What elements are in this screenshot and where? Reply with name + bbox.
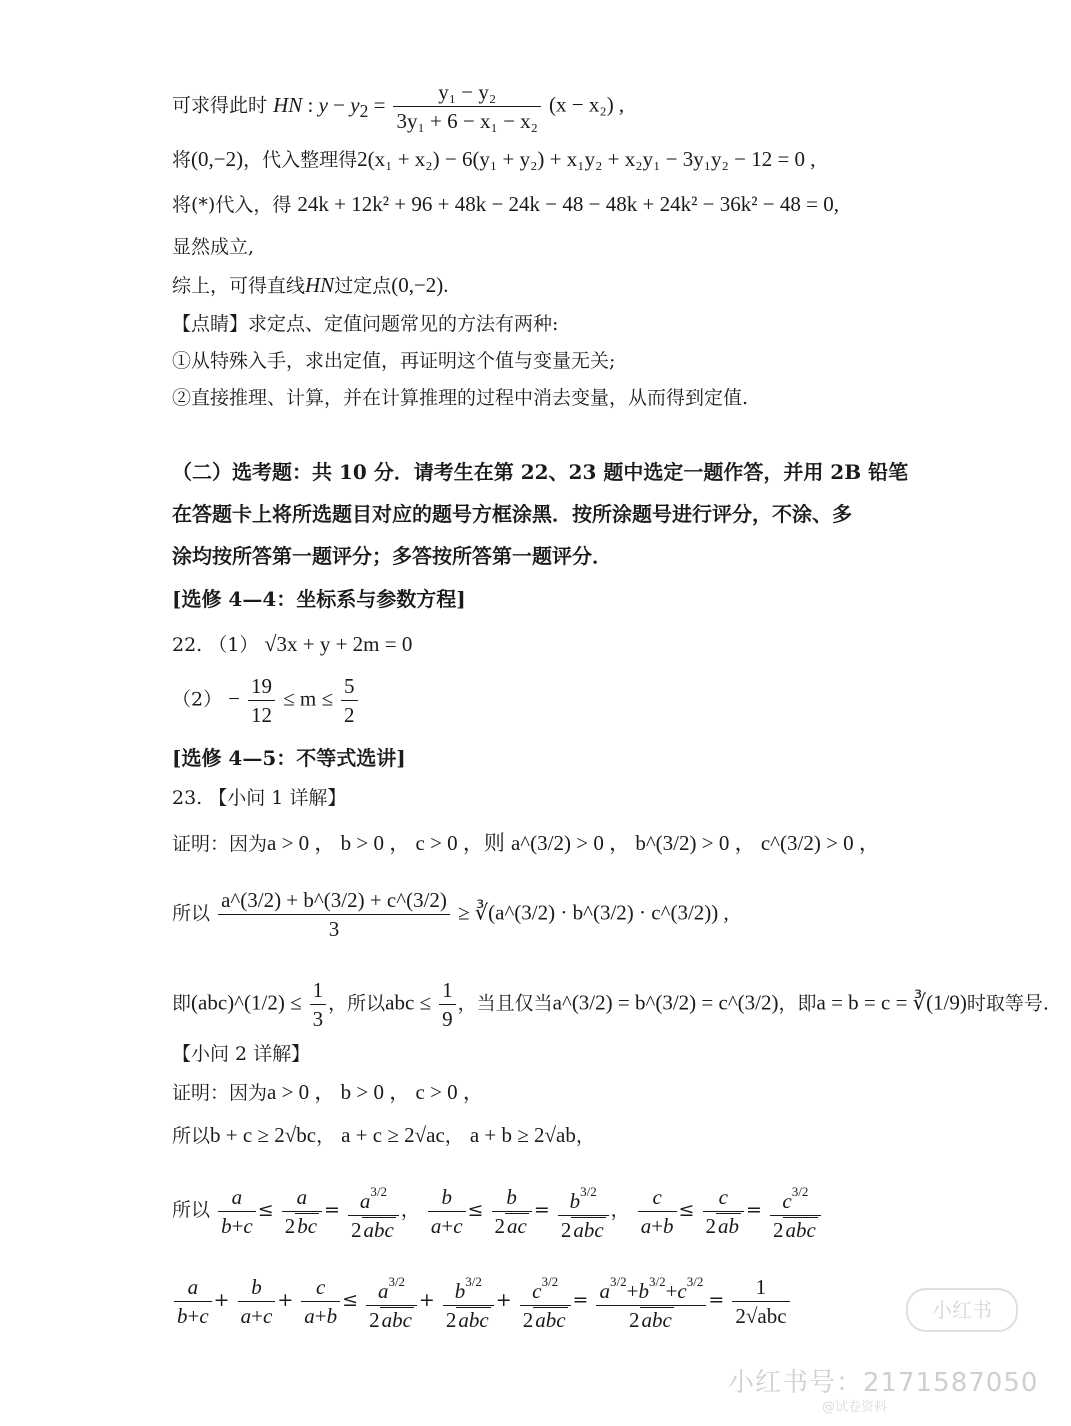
amgm-fraction bbox=[218, 886, 450, 943]
q22-2-label: （2） bbox=[172, 688, 223, 711]
m-range: ≤ m ≤ bbox=[283, 686, 333, 711]
point-text: (0,−2) bbox=[191, 147, 244, 171]
text-span: ，当且仅当 bbox=[457, 992, 553, 1015]
fraction-1-9 bbox=[439, 976, 456, 1033]
ineq-ac: a + c ≥ 2√ac bbox=[341, 1123, 445, 1147]
frac-c-2sqrtab: $\frac{c}{2ab}$ bbox=[703, 1183, 745, 1240]
equality-value: a = b = c = ∛(1/9) bbox=[816, 990, 967, 1015]
equality-condition: a^(3/2) = b^(3/2) = c^(3/2) bbox=[552, 990, 779, 1015]
numerator: 5 bbox=[341, 672, 358, 701]
q22-label: 22. （1） bbox=[172, 634, 259, 656]
hn-line-equation bbox=[172, 78, 624, 135]
fraction-19-12 bbox=[248, 672, 275, 729]
hn-numerator: y₁ − y₂ bbox=[393, 78, 541, 107]
text-span: ，即 bbox=[778, 992, 817, 1015]
hn-tail: (x − x₂) , bbox=[549, 92, 625, 117]
q22-part1 bbox=[172, 631, 412, 658]
elective-44-header: [选修 4—4：坐标系与参数方程] bbox=[172, 587, 466, 611]
proof1-conditions bbox=[172, 830, 880, 857]
substitute-point-line bbox=[172, 146, 816, 173]
watermark-id: 小红书号：2171587050 bbox=[728, 1368, 1039, 1398]
conclusion-line bbox=[172, 272, 449, 299]
abc-half-power: (abc)^(1/2) ≤ bbox=[191, 990, 302, 1015]
ineq-bc: b + c ≥ 2√bc bbox=[210, 1123, 317, 1147]
frac-final bbox=[732, 1273, 789, 1330]
fixed-point: (0,−2). bbox=[391, 273, 449, 297]
elective-45-header: [选修 4—5：不等式选讲] bbox=[172, 746, 406, 770]
amgm-rhs: ≥ ∛(a^(3/2) · b^(3/2) · c^(3/2)) , bbox=[457, 900, 729, 925]
tip-method-1: ①从特殊入手，求出定值，再证明这个值与变量无关; bbox=[172, 350, 616, 372]
frac-a-bc: $\frac{a}{b+c}$ bbox=[218, 1183, 256, 1240]
q23-part1-label: 23. 【小问 1 详解】 bbox=[172, 787, 347, 809]
denominator: 2√abc bbox=[735, 1303, 787, 1328]
frac-c32: $\frac{c^{3/2}}{\text{2abc}}$ bbox=[520, 1268, 571, 1334]
section-header-line-2: 在答题卡上将所选题目对应的题号方框涂黑．按所涂题号进行评分，不涂、多 bbox=[172, 502, 852, 526]
numerator: a^(3/2) + b^(3/2) + c^(3/2) bbox=[218, 886, 450, 915]
section-header-line-3: 涂均按所答第一题评分；多答按所答第一题评分． bbox=[172, 544, 612, 568]
expanded-equation: 2(x₁ + x₂) − 6(y₁ + y₂) + x₁y₂ + x₂y₁ − 3y₁y₂ − 12 = 0 , bbox=[357, 147, 816, 171]
minus-sign: − bbox=[228, 686, 240, 711]
frac-a32-2sqrtabc: $\frac{a^{3/2}}{\text{2abc}}$ bbox=[348, 1178, 399, 1244]
numerator: 1 bbox=[310, 976, 327, 1005]
text-span: 综上，可得直线 bbox=[172, 275, 306, 297]
text-span: 所以 bbox=[172, 1125, 211, 1147]
denominator: 9 bbox=[442, 1007, 453, 1031]
text-span: 将(*)代入，得 bbox=[172, 194, 292, 216]
obviously-true-line: 显然成立, bbox=[172, 236, 255, 258]
ineq-ab: a + b ≥ 2√ab bbox=[469, 1123, 576, 1147]
tip-text: 求定点、定值问题常见的方法有两种: bbox=[248, 313, 559, 335]
text-span: 所以 bbox=[172, 1199, 211, 1221]
denominator: 3 bbox=[312, 1007, 324, 1031]
tip-label: 【点睛】 bbox=[172, 313, 249, 335]
denominator: 2 bbox=[344, 703, 355, 727]
proof2-conditions bbox=[172, 1079, 484, 1106]
substitute-star-line bbox=[172, 191, 839, 218]
text-span: 可求得此时 bbox=[172, 94, 268, 117]
text-span: 即 bbox=[172, 992, 192, 1015]
text-span: 证明：因为 bbox=[172, 1082, 268, 1104]
fraction-1-3 bbox=[310, 976, 327, 1033]
text-span: ，所以 bbox=[328, 992, 386, 1015]
tip-line bbox=[172, 311, 558, 337]
tip-method-2: ②直接推理、计算，并在计算推理的过程中消去变量，从而得到定值. bbox=[172, 387, 749, 409]
numerator: 19 bbox=[248, 672, 275, 701]
fraction-bounds-line: 所以 $\frac{a}{b+c}$ ≤ $\frac{a}{2bc}$ = $\frac{a^{3/2}}{\text{2abc}}$ ， $\frac{b}{a+c}$ ≤ $\frac{b}{2ac}$ = $\frac{b^{3/2}}{\text{2abc}}$ ， $\frac{c}{a+b}$ ≤ $\frac{c}{2ab}$ = $\frac{c^{3/2}}{\text{2abc}}$ bbox=[172, 1178, 823, 1244]
q23-part2-label: 【小问 2 详解】 bbox=[172, 1043, 311, 1065]
frac-a-2sqrtbc: $\frac{a}{2bc}$ bbox=[282, 1183, 322, 1240]
frac-c-ab: $\frac{c}{a+b}$ bbox=[638, 1183, 677, 1240]
text-span: ，代入整理得 bbox=[243, 149, 358, 171]
amgm-line bbox=[172, 886, 729, 943]
sum-line: $\frac{a}{b+c}$ + $\frac{b}{a+c}$ + $\frac{c}{a+b}$ ≤ $\frac{a^{3/2}}{\text{2abc}}$ + $\frac{b^{3/2}}{\text{2abc}}$ + $\frac{c^{3/2}}{\text{2abc}}$ = $\frac{a^{3/2}+b^{3/2}+c^{3/2}}{\text{2abc}}$ = $\frac{1}{\text{2√abc}}$ bbox=[172, 1268, 792, 1334]
positivity-conditions: a > 0 ， b > 0 ， c > 0 ， bbox=[267, 1080, 484, 1104]
numerator: 1 bbox=[732, 1273, 789, 1302]
frac-a32: $\frac{a^{3/2}}{\text{2abc}}$ bbox=[366, 1268, 417, 1334]
hn-slope-fraction bbox=[393, 78, 541, 135]
frac-b32: $\frac{b^{3/2}}{\text{2abc}}$ bbox=[443, 1268, 494, 1334]
hn-denominator: 3y₁ + 6 − x₁ − x₂ bbox=[396, 109, 538, 133]
q22-part2 bbox=[172, 672, 360, 729]
frac-b-ac: $\frac{b}{a+c}$ bbox=[428, 1183, 466, 1240]
text-span: 所以 bbox=[172, 902, 211, 925]
power-conditions: a^(3/2) > 0 ， b^(3/2) > 0 ， c^(3/2) > 0 ， bbox=[510, 831, 880, 855]
amgm-pairs-line: 所以b + c ≥ 2√bc， a + c ≥ 2√ac， a + b ≥ 2√ab， bbox=[172, 1123, 595, 1147]
numerator: 1 bbox=[439, 976, 456, 1005]
k-equation: 24k + 12k² + 96 + 48k − 24k − 48 − 48k + 24k² − 36k² − 48 = 0, bbox=[297, 192, 839, 216]
abc-bound: abc ≤ bbox=[385, 990, 432, 1015]
denominator: 3 bbox=[328, 917, 340, 941]
text-span: 过定点 bbox=[334, 275, 392, 297]
frac-b-ac: $\frac{b}{a+c}$ bbox=[238, 1273, 276, 1330]
denominator: 12 bbox=[251, 703, 273, 727]
text-span: 将 bbox=[172, 149, 192, 171]
line-name: HN bbox=[305, 273, 335, 297]
frac-b-2sqrtac: $\frac{b}{2ac}$ bbox=[492, 1183, 532, 1240]
frac-c32-2sqrtabc: $\frac{c^{3/2}}{\text{2abc}}$ bbox=[770, 1178, 821, 1244]
section-header-line-1: （二）选考题：共 10 分．请考生在第 22、23 题中选定一题作答，并用 2B 铅笔 bbox=[172, 460, 909, 484]
watermark-sub: @试卷资料 bbox=[822, 1400, 888, 1415]
watermark-logo: 小红书 bbox=[906, 1288, 1018, 1332]
frac-a-bc: $\frac{a}{b+c}$ bbox=[174, 1273, 212, 1330]
frac-b32-2sqrtabc: $\frac{b^{3/2}}{\text{2abc}}$ bbox=[558, 1178, 609, 1244]
hn-eq-lhs: HN : $y - y_2$ = bbox=[273, 92, 386, 121]
frac-sum-32: $\frac{a^{3/2}+b^{3/2}+c^{3/2}}{\text{2abc}}$ bbox=[596, 1268, 706, 1334]
frac-c-ab: $\frac{c}{a+b}$ bbox=[301, 1273, 340, 1330]
text-span: 时取等号. bbox=[966, 992, 1049, 1015]
fraction-5-2 bbox=[341, 672, 358, 729]
sqrt-icon: √ bbox=[264, 631, 277, 656]
positivity-conditions: a > 0 ， b > 0 ， c > 0 ，则 bbox=[267, 831, 505, 855]
text-span: 证明：因为 bbox=[172, 833, 268, 855]
result1-line bbox=[172, 976, 1049, 1033]
q22-line-equation: 3x + y + 2m = 0 bbox=[276, 632, 413, 656]
